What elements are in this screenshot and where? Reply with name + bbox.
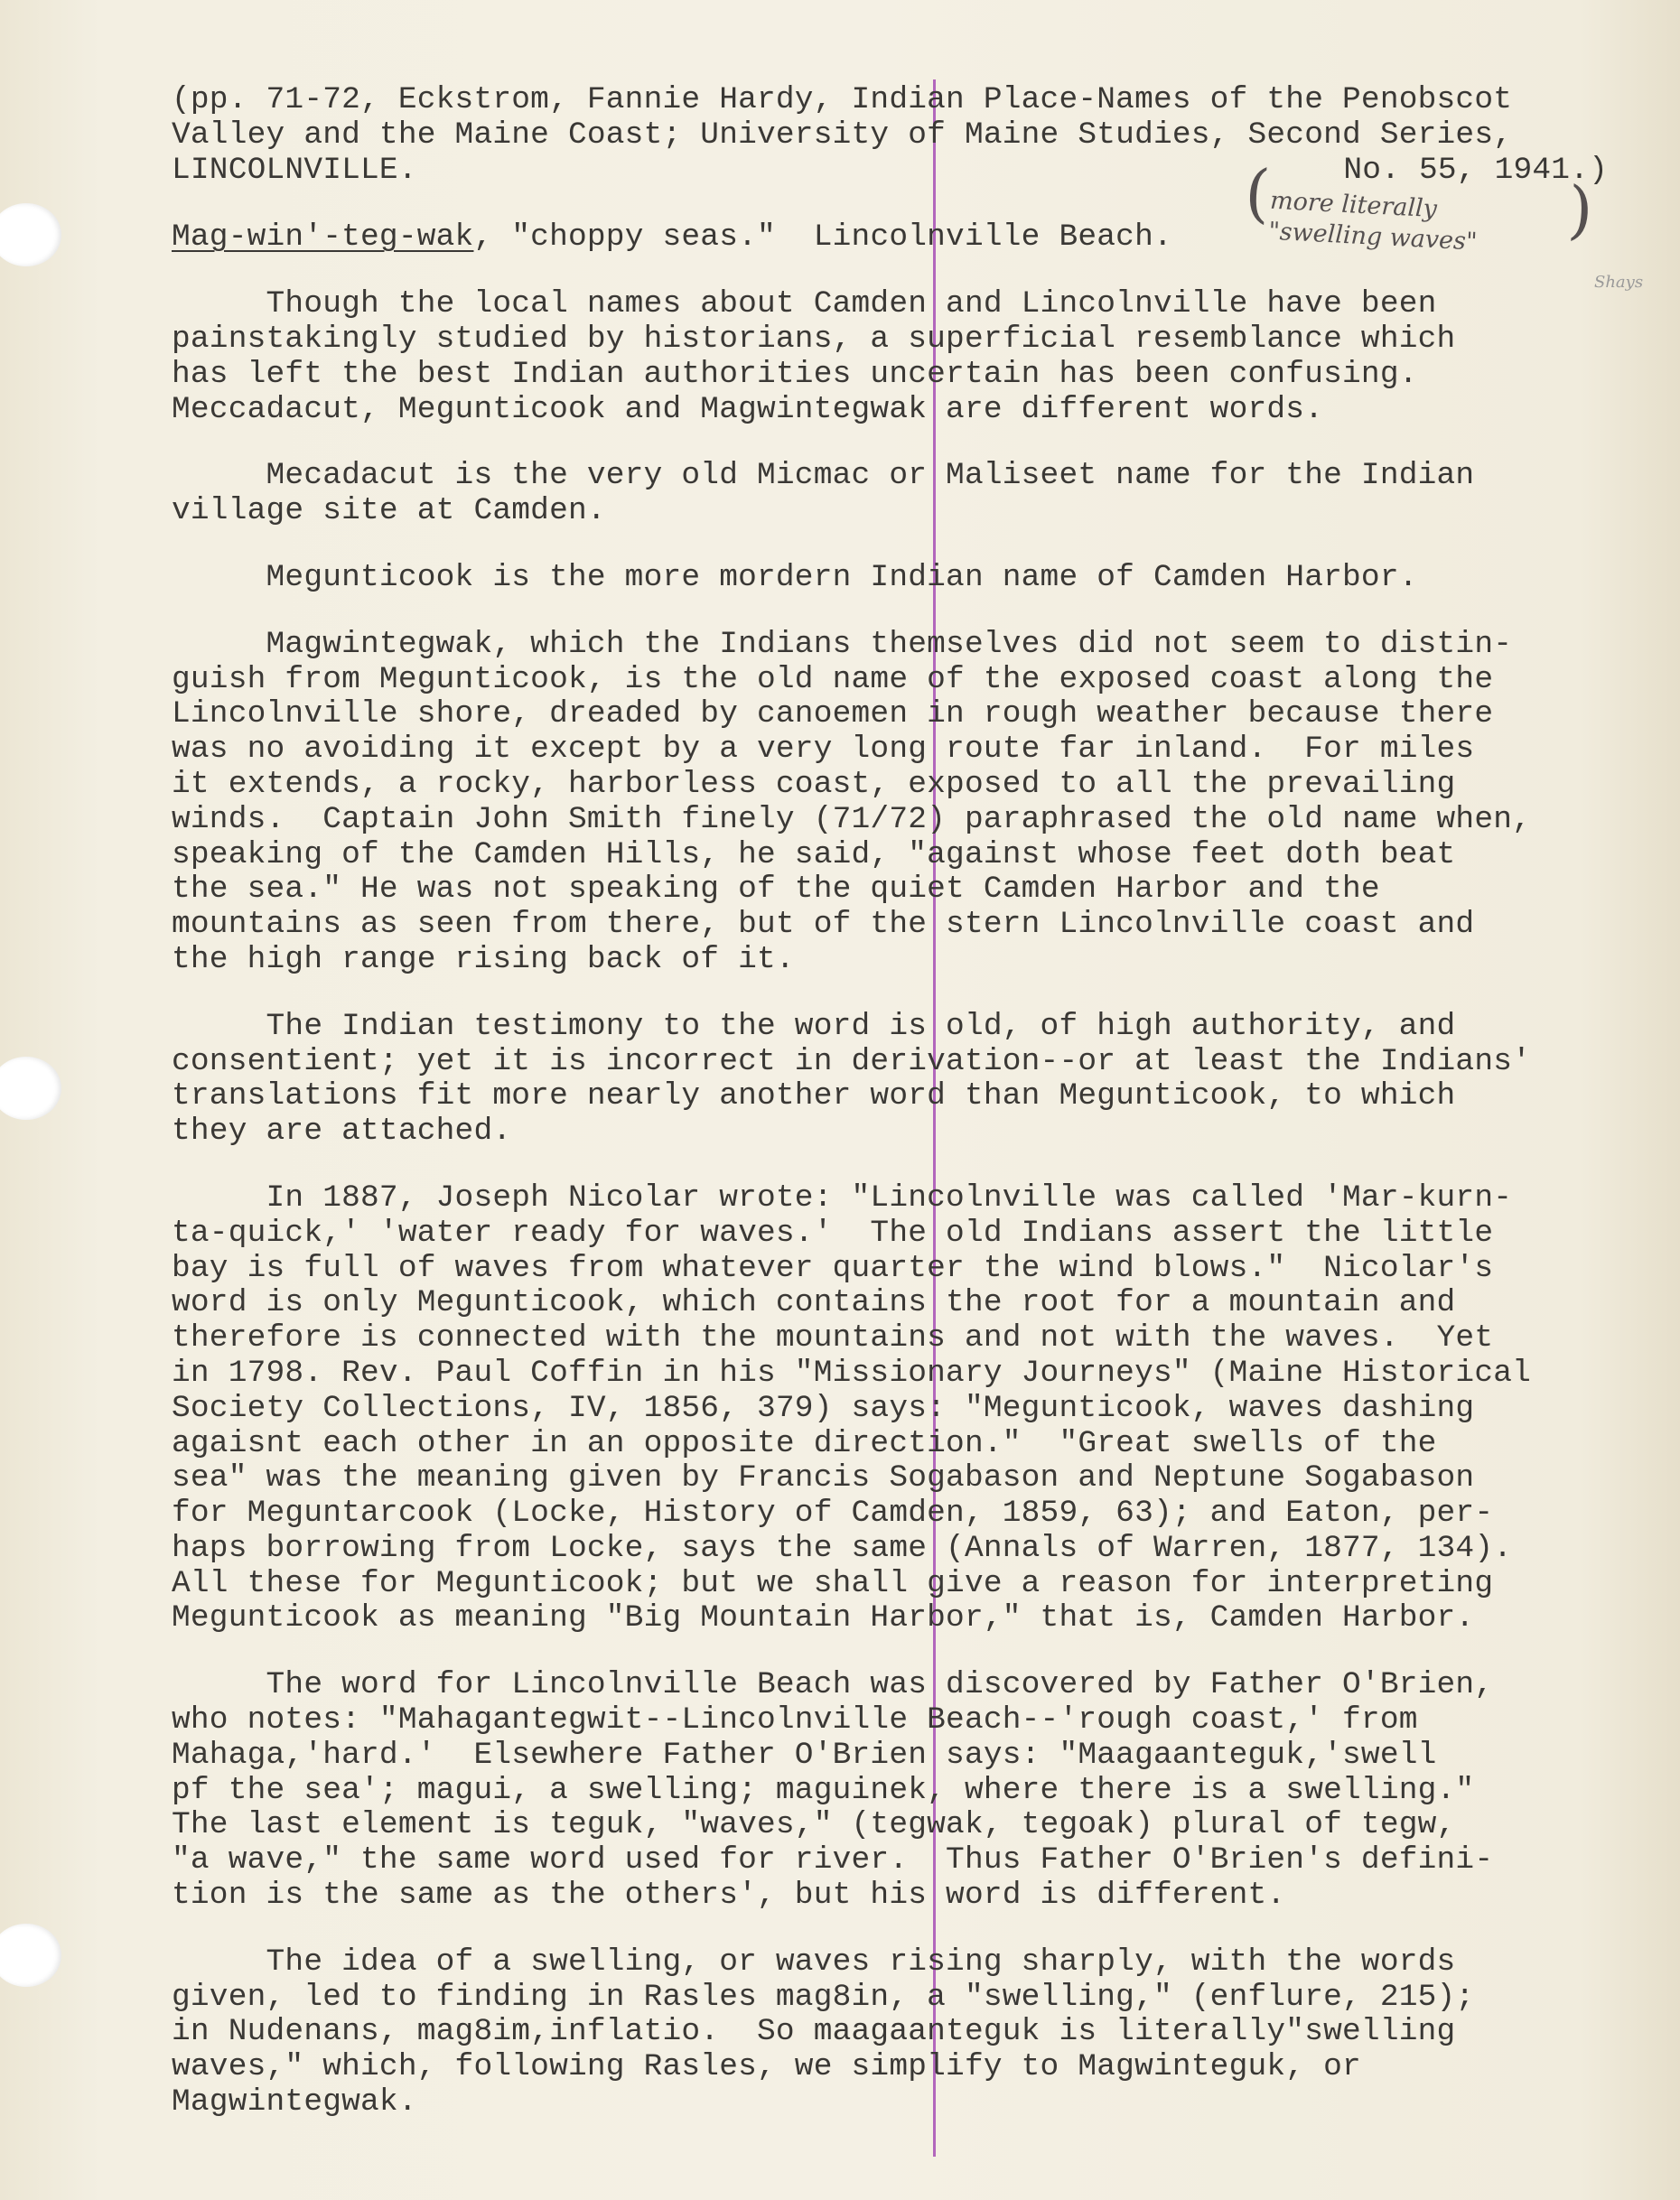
text-line: word is only Megunticook, which contains the root for a mountain and	[172, 1285, 1456, 1321]
text-line: translations fit more nearly another word than Megunticook, to which	[172, 1078, 1456, 1114]
paragraph	[172, 1945, 1635, 2121]
paragraph	[172, 287, 1635, 427]
text-line: who notes: "Mahagantegwit--Lincolnville Beach--'rough coast,' from	[172, 1702, 1418, 1739]
text-line: Magwintegwak.	[172, 2084, 417, 2121]
paragraph	[172, 628, 1635, 978]
text-line: sea" was the meaning given by Francis Sogabason and Neptune Sogabason	[172, 1460, 1475, 1496]
text-line: Magwintegwak, which the Indians themselves did not seem to distin-	[172, 626, 1513, 662]
text-line: the high range rising back of it.	[172, 941, 795, 977]
handwritten-note: ( more literally "swelling waves" )	[1267, 186, 1595, 265]
text-line: bay is full of waves from whatever quarter the wind blows." Nicolar's	[172, 1250, 1494, 1286]
header-place: LINCOLNVILLE.	[172, 152, 417, 188]
text-line: The Indian testimony to the word is old, of high authority, and	[172, 1008, 1456, 1044]
header-line-2: Valley and the Maine Coast; University of Maine Studies, Second Series,	[172, 117, 1513, 153]
text-line: painstakingly studied by historians, a superficial resemblance which	[172, 321, 1456, 357]
text-line: Society Collections, IV, 1856, 379) says: "Megunticook, waves dashing	[172, 1390, 1475, 1426]
text-line: mountains as seen from there, but of the stern Lincolnville coast and	[172, 907, 1475, 943]
text-line: village site at Camden.	[172, 493, 606, 529]
text-line: Megunticook as meaning "Big Mountain Harbor," that is, Camden Harbor.	[172, 1600, 1475, 1636]
text-line: waves," which, following Rasles, we simplify to Magwinteguk, or	[172, 2049, 1361, 2085]
text-line: winds. Captain John Smith finely (71/72) paraphrased the old name when,	[172, 801, 1532, 837]
text-line: Mecadacut is the very old Micmac or Maliseet name for the Indian	[172, 458, 1475, 494]
text-line: Mahaga,'hard.' Elsewhere Father O'Brien says: "Maagaanteguk,'swell	[172, 1737, 1437, 1773]
text-line: The idea of a swelling, or waves rising sharply, with the words	[172, 1944, 1456, 1980]
entry-gloss: , "choppy seas." Lincolnville Beach.	[473, 219, 1172, 256]
paragraph	[172, 1181, 1635, 1636]
document-text	[172, 83, 1635, 2121]
text-line: pf the sea'; magui, a swelling; maguinek, where there is a swelling."	[172, 1772, 1475, 1808]
text-line: guish from Megunticook, is the old name of the exposed coast along the	[172, 661, 1494, 697]
text-line: in 1798. Rev. Paul Coffin in his "Missionary Journeys" (Maine Historical	[172, 1355, 1532, 1391]
paragraph	[172, 459, 1635, 529]
punch-hole	[0, 1057, 61, 1120]
header-line-3	[172, 154, 1608, 189]
paragraph	[172, 1668, 1635, 1914]
text-line: given, led to finding in Rasles mag8in, a "swelling," (enflure, 215);	[172, 1979, 1475, 2015]
paragraph	[172, 1010, 1635, 1150]
text-line: ta-quick,' 'water ready for waves.' The old Indians assert the little	[172, 1215, 1494, 1251]
text-line: Though the local names about Camden and Lincolnville have been	[172, 286, 1437, 322]
text-line: was no avoiding it except by a very long route far inland. For miles	[172, 732, 1475, 768]
text-line: In 1887, Joseph Nicolar wrote: "Lincolnville was called 'Mar-kurn-	[172, 1179, 1513, 1216]
body-paragraphs	[172, 287, 1635, 2121]
text-line: Lincolnville shore, dreaded by canoemen in rough weather because there	[172, 696, 1494, 732]
header-line-1: (pp. 71-72, Eckstrom, Fannie Hardy, Indian Place-Names of the Penobscot	[172, 82, 1513, 117]
text-line: the sea." He was not speaking of the quiet Camden Harbor and the	[172, 872, 1380, 908]
text-line: in Nudenans, mag8im,inflatio. So maagaanteguk is literally"swelling	[172, 2014, 1456, 2050]
entry-name: Mag-win'-teg-wak	[172, 219, 474, 256]
margin-mark: Shays	[1594, 273, 1644, 292]
text-line: therefore is connected with the mountains and not with the waves. Yet	[172, 1320, 1494, 1356]
text-line: it extends, a rocky, harborless coast, exposed to all the prevailing	[172, 766, 1456, 802]
text-line: has left the best Indian authorities uncertain has been confusing.	[172, 356, 1418, 392]
text-line: Meccadacut, Megunticook and Magwintegwak are different words.	[172, 391, 1324, 427]
text-line: for Meguntarcook (Locke, History of Camden, 1859, 63); and Eaton, per-	[172, 1496, 1494, 1532]
text-line: "a wave," the same word used for river. Thus Father O'Brien's defini-	[172, 1842, 1494, 1878]
text-line: haps borrowing from Locke, says the same (Annals of Warren, 1877, 134).	[172, 1530, 1513, 1566]
text-line: speaking of the Camden Hills, he said, "against whose feet doth beat	[172, 836, 1456, 872]
note-line-1: more literally	[1269, 186, 1438, 224]
header-number: No. 55, 1941.)	[1343, 152, 1608, 188]
text-line: consentient; yet it is incorrect in derivation--or at least the Indians'	[172, 1043, 1532, 1079]
text-line: All these for Megunticook; but we shall give a reason for interpreting	[172, 1565, 1494, 1601]
punch-hole	[0, 203, 61, 266]
text-line: Megunticook is the more mordern Indian name of Camden Harbor.	[172, 559, 1418, 595]
text-line: The word for Lincolnville Beach was discovered by Father O'Brien,	[172, 1667, 1494, 1703]
punch-hole	[0, 1924, 61, 1987]
paragraph	[172, 561, 1635, 596]
entry-title	[172, 220, 1635, 256]
text-line: tion is the same as the others', but his word is different.	[172, 1878, 1286, 1914]
text-line: agaisnt each other in an opposite direction." "Great swells of the	[172, 1425, 1437, 1461]
text-line: The last element is teguk, "waves," (tegwak, tegoak) plural of tegw,	[172, 1807, 1456, 1843]
note-line-2: "swelling waves"	[1267, 217, 1479, 256]
citation-header	[172, 83, 1635, 188]
text-line: they are attached.	[172, 1114, 512, 1150]
